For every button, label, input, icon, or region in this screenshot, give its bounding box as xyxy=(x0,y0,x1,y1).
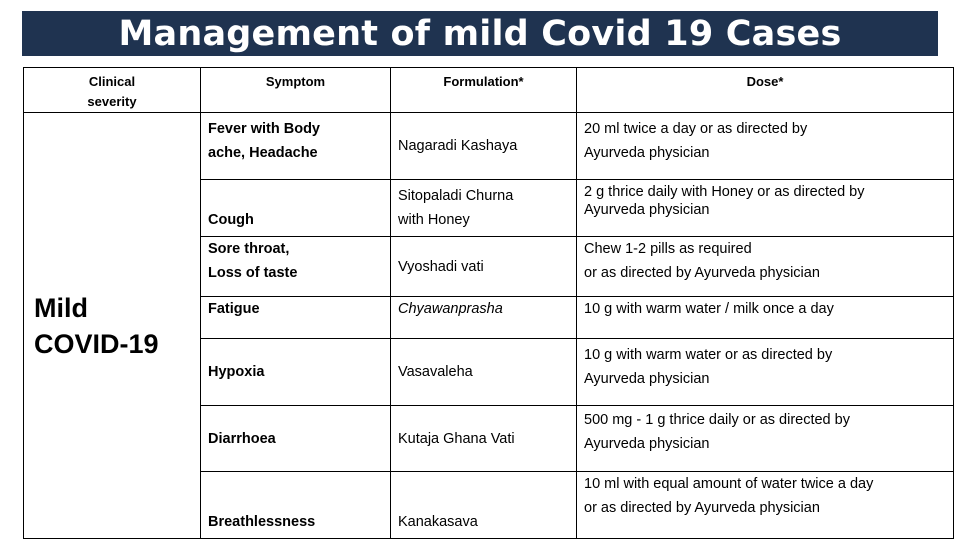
formulation-text: Kutaja Ghana Vati xyxy=(398,430,515,447)
dose-text: Ayurveda physician xyxy=(584,436,710,452)
formulation-text: Vasavaleha xyxy=(398,364,473,380)
formulation-cell xyxy=(391,180,577,237)
table-row xyxy=(24,113,954,180)
management-table xyxy=(23,67,954,539)
dose-cell xyxy=(577,406,954,472)
header-severity-line1: Clinical xyxy=(88,74,136,89)
symptom-cell xyxy=(201,472,391,539)
dose-text: 20 ml twice a day or as directed by xyxy=(584,121,808,137)
header-clinical-severity xyxy=(24,68,201,113)
formulation-text: Sitopaladi Churna xyxy=(398,188,514,204)
formulation-cell xyxy=(391,113,577,180)
symptom-cell xyxy=(201,113,391,180)
dose-cell xyxy=(577,339,954,406)
dose-text: 2 g thrice daily with Honey or as directed by xyxy=(584,184,865,200)
title-bar xyxy=(22,11,938,56)
symptom-text: Breathlessness xyxy=(208,514,316,530)
severity-cell xyxy=(24,113,201,539)
formulation-cell xyxy=(391,472,577,539)
header-row xyxy=(24,68,954,113)
formulation-text: Vyoshadi vati xyxy=(398,258,484,275)
severity-line2: COVID-19 xyxy=(34,328,159,359)
symptom-cell xyxy=(201,339,391,406)
symptom-text: Hypoxia xyxy=(208,364,265,380)
dose-text: or as directed by Ayurveda physician xyxy=(584,500,820,516)
dose-cell xyxy=(577,472,954,539)
severity-line1: Mild xyxy=(34,292,88,323)
symptom-text: Loss of taste xyxy=(208,265,298,281)
symptom-text: Fatigue xyxy=(208,301,260,317)
formulation-text: Nagaradi Kashaya xyxy=(398,138,518,154)
symptom-cell xyxy=(201,180,391,237)
symptom-text: Sore throat, xyxy=(208,241,290,257)
dose-text: Ayurveda physician xyxy=(584,371,710,387)
symptom-text: ache, Headache xyxy=(208,145,318,161)
header-formulation: Formulation* xyxy=(391,68,577,113)
dose-text: 10 ml with equal amount of water twice a day xyxy=(584,476,874,492)
dose-text: 10 g with warm water or as directed by xyxy=(584,347,833,363)
dose-cell xyxy=(577,297,954,339)
formulation-cell xyxy=(391,339,577,406)
dose-cell xyxy=(577,180,954,237)
formulation-cell xyxy=(391,297,577,339)
formulation-cell xyxy=(391,406,577,472)
formulation-text: Chyawanprasha xyxy=(398,301,503,317)
dose-text: Chew 1-2 pills as required xyxy=(584,241,752,257)
symptom-text: Diarrhoea xyxy=(208,430,276,447)
header-severity-line2: severity xyxy=(87,94,137,109)
formulation-cell xyxy=(391,237,577,297)
dose-text: 500 mg - 1 g thrice daily or as directed by xyxy=(584,412,850,428)
header-symptom: Symptom xyxy=(201,68,391,113)
header-dose: Dose* xyxy=(577,68,954,113)
formulation-text: Kanakasava xyxy=(398,514,478,530)
dose-cell xyxy=(577,237,954,297)
symptom-cell xyxy=(201,237,391,297)
symptom-text: Fever with Body xyxy=(208,121,320,137)
symptom-cell xyxy=(201,297,391,339)
dose-text: or as directed by Ayurveda physician xyxy=(584,265,820,281)
dose-cell xyxy=(577,113,954,180)
dose-text: 10 g with warm water / milk once a day xyxy=(584,301,834,317)
symptom-text: Cough xyxy=(208,212,254,228)
dose-text: Ayurveda physician xyxy=(584,145,710,161)
formulation-text: with Honey xyxy=(398,212,470,228)
dose-text: Ayurveda physician xyxy=(584,202,710,218)
symptom-cell xyxy=(201,406,391,472)
page-title: Management of mild Covid 19 Cases xyxy=(118,13,842,54)
